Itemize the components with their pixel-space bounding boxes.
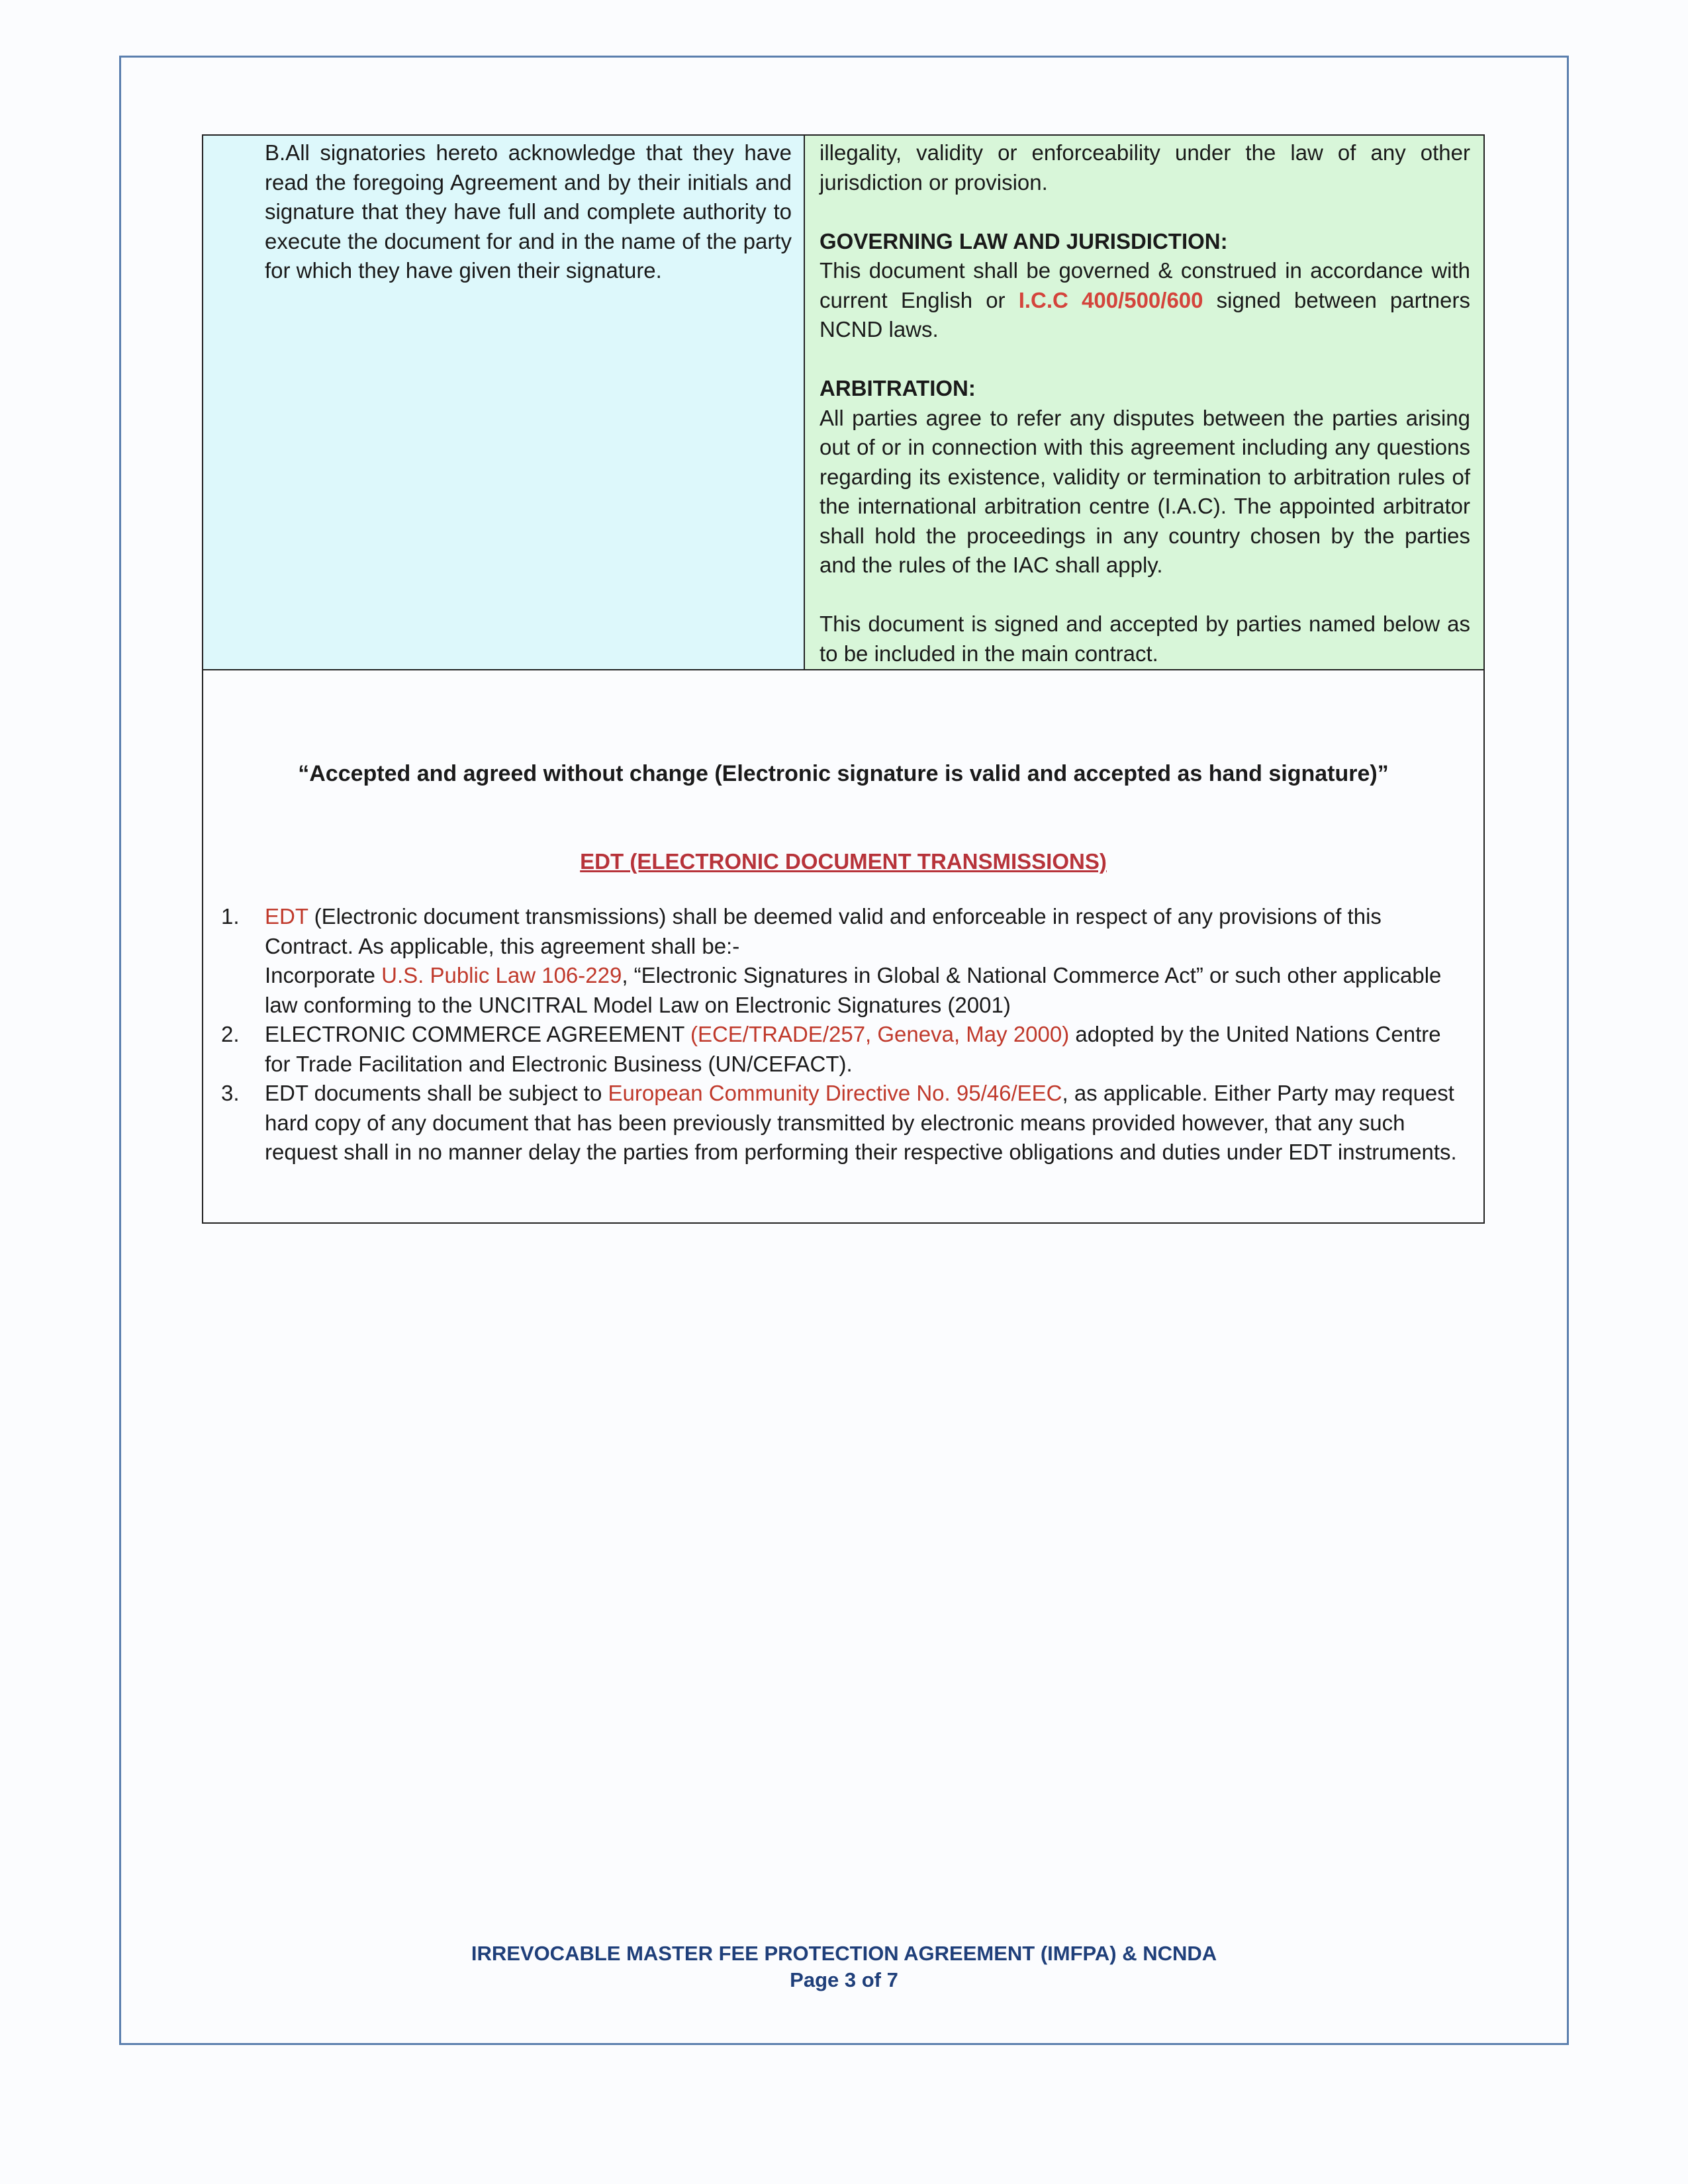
list-item xyxy=(213,1020,1470,1079)
list-text: ELECTRONIC COMMERCE AGREEMENT xyxy=(265,1022,690,1046)
enforceability-text: illegality, validity or enforceability under the law of any other jurisdiction or provision. xyxy=(820,140,1470,195)
acknowledgement-cell xyxy=(203,136,805,669)
arbitration-text: All parties agree to refer any disputes between the parties arising out of or in connection with this agreement including any questions regarding its existence, validity or termination to arbitration rules of the international arbitration centre (I.A.C). The appointed arbitrator shall hold the proceedings in any country chosen by the parties and the rules of the IAC shall apply. xyxy=(820,405,1470,577)
page-footer xyxy=(0,1940,1688,1993)
list-text: , “Electronic Signatures in Global & National Commerce Act” or such other applicable law conforming to the UNCITRAL Model Law on Electronic Signatures (2001) xyxy=(265,963,1442,1017)
list-number: 2. xyxy=(221,1022,240,1046)
list-item xyxy=(213,902,1470,1020)
governing-law-heading: GOVERNING LAW AND JURISDICTION: xyxy=(820,228,1228,253)
governing-law-text xyxy=(820,256,1470,345)
accepted-statement: “Accepted and agreed without change (Electronic signature is valid and accepted as hand signature)” xyxy=(298,761,1389,786)
directive-reference: European Community Directive No. 95/46/EEC xyxy=(608,1081,1062,1105)
governing-text-part: signed between partners NCND laws. xyxy=(820,287,1470,341)
table-row-clauses xyxy=(203,136,1483,670)
arbitration-heading: ARBITRATION: xyxy=(820,376,976,400)
list-item xyxy=(213,1079,1470,1167)
list-text: EDT documents shall be subject to xyxy=(265,1081,608,1105)
governing-text-part: This document shall be governed & construed in accordance with current English or xyxy=(820,258,1470,312)
list-text: (Electronic document transmissions) shall be deemed valid and enforceable in respect of any provisions of this Contract. As applicable, this agreement shall be:- xyxy=(265,904,1382,958)
agreement-table xyxy=(202,134,1485,1224)
page-number: Page 3 of 7 xyxy=(790,1968,898,1991)
list-number: 3. xyxy=(221,1081,240,1105)
list-text: adopted by the United Nations Centre for Trade Facilitation and Electronic Business (UN/CEFACT). xyxy=(265,1022,1441,1076)
list-number: 1. xyxy=(221,904,240,929)
edt-term: EDT xyxy=(265,904,308,929)
signed-accepted-text: This document is signed and accepted by parties named below as to be included in the main contract. xyxy=(820,612,1470,666)
ece-trade-reference: (ECE/TRADE/257, Geneva, May 2000) xyxy=(690,1022,1070,1046)
list-text: , as applicable. Either Party may request hard copy of any document that has been previously transmitted by electronic means provided however, that any such request shall in no manner delay the parties from performing their respective obligations and duties under EDT instruments. xyxy=(265,1081,1457,1164)
footer-title: IRREVOCABLE MASTER FEE PROTECTION AGREEMENT (IMFPA) & NCNDA xyxy=(471,1942,1217,1965)
list-text: Incorporate xyxy=(265,963,382,987)
edt-list xyxy=(213,902,1470,1167)
public-law-reference: U.S. Public Law 106-229 xyxy=(381,963,622,987)
legal-clauses-cell xyxy=(805,136,1483,669)
icc-reference: I.C.C 400/500/600 xyxy=(1018,287,1203,312)
edt-heading: EDT (ELECTRONIC DOCUMENT TRANSMISSIONS) xyxy=(580,849,1107,874)
acknowledgement-text: B.All signatories hereto acknowledge that they have read the foregoing Agreement and by their initials and signature that they have full and complete authority to execute the document for and in the name of the party for which they have given their signature. xyxy=(265,140,792,283)
table-row-edt xyxy=(203,670,1483,1222)
